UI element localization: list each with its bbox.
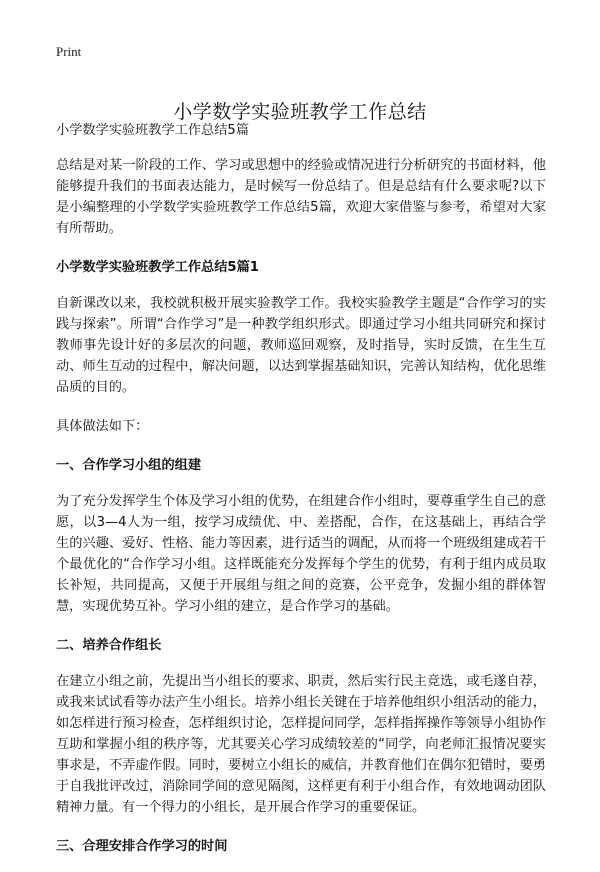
section-paragraph: 为了充分发挥学生个体及学习小组的优势，在组建合作小组时，要尊重学生自己的意愿，以3—4人为一组，按学习成绩优、中、差搭配，合作，在这基础上，再结合学生的兴趣、爱好、性格、能力等因素，进行适当的调配，从而将一个班级组建成若干个最优化的“合作学习小组。这样既能充分发挥每个学生的优势，有利于组内成员取长补短，共同提高，又便于开展组与组之间的竞赛，公平竞争，发掘小组的群体智慧，实现优势互补。学习小组的建立，是合作学习的基础。 — [56, 494, 546, 614]
article-paragraph: 自新课改以来，我校就积极开展实验教学工作。我校实验教学主题是“合作学习的实践与探索”。所谓“合作学习”是一种教学组织形式。即通过学习小组共同研究和探讨教师事先设计好的多层次的问题，教师巡回观察，及时指导，实时反馈，在生生互动、师生互动的过程中，解决问题，以达到掌握基础知识，完善认知结构，优化思维品质的目的。 — [56, 296, 546, 395]
document-body — [56, 120, 546, 872]
print-link[interactable]: Print — [56, 44, 82, 59]
article-paragraph: 具体做法如下： — [56, 419, 149, 434]
intro-paragraph: 总结是对某一阶段的工作、学习或思想中的经验或情况进行分析研究的书面材料，他能够提升我们的书面表达能力，是时候写一份总结了。但是总结有什么要求呢?以下是小编整理的小学数学实验班教学工作总结5篇，欢迎大家借鉴与参考，希望对大家有所帮助。 — [56, 158, 546, 236]
section-heading: 一、合作学习小组的组建 — [56, 458, 202, 473]
document-subtitle: 小学数学实验班教学工作总结5篇 — [56, 123, 250, 138]
page-title: 小学数学实验班教学工作总结 — [173, 100, 427, 123]
article-heading: 小学数学实验班教学工作总结5篇1 — [56, 260, 259, 275]
section-paragraph: 在建立小组之前，先提出当小组长的要求、职责，然后实行民主竞选，或毛遂自荐，或我来试试看等办法产生小组长。培养小组长关键在于培养他组织小组活动的能力，如怎样进行预习检查，怎样组织讨论，怎样提问同学，怎样指挥操作等领导小组协作互助和掌握小组的秩序等，尤其要关心学习成绩较差的“同学，向老师汇报情况要实事求是，不弄虚作假。同时，要树立小组长的威信，并教育他们在偶尔犯错时，要勇于自我批评改过，消除同学间的意见隔阂，这样更有利于小组合作，有效地调动团队精神力量。有一个得力的小组长，是开展合作学习的重要保证。 — [56, 674, 546, 815]
section-heading: 二、培养合作组长 — [56, 638, 162, 653]
section-heading: 三、合理安排合作学习的时间 — [56, 839, 228, 854]
